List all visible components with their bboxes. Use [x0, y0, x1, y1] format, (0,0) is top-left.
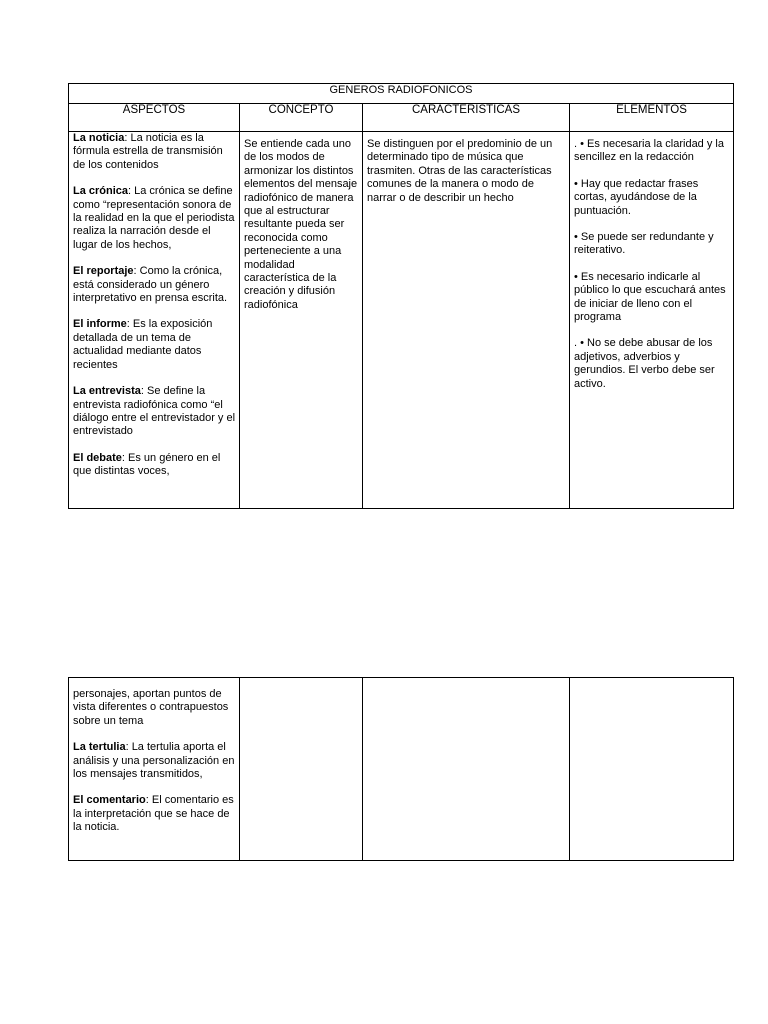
concepto-cell	[240, 132, 363, 509]
aspecto-tertulia	[73, 741, 236, 781]
elemento-item: • Hay que redactar frases cortas, ayudándose de la puntuación.	[574, 177, 699, 217]
header-concepto: CONCEPTO	[240, 104, 363, 132]
aspecto-entrevista	[73, 385, 236, 439]
aspecto-reportaje	[73, 265, 236, 305]
caracteristicas-cell	[363, 132, 570, 509]
elemento-item: . • Es necesaria la claridad y la sencillez en la redacción	[574, 138, 724, 164]
aspecto-comentario	[73, 794, 236, 834]
elementos-cell-continued	[570, 678, 734, 861]
header-caracteristicas: CARACTERISTICAS	[363, 104, 570, 132]
elementos-cell	[570, 132, 734, 509]
aspecto-text: : La noticia es la fórmula estrella de transmisión de los contenidos	[73, 132, 223, 171]
header-aspectos: ASPECTOS	[69, 104, 240, 132]
aspectos-cell-continued	[69, 678, 240, 861]
header-elementos: ELEMENTOS	[570, 104, 734, 132]
concepto-text: Se entiende cada uno de los modos de armonizar los distintos elementos del mensaje radiofónico de manera que al estructurar resultante pueda ser reconocida como perteneciente a una modalidad característica de la creación y difusión radiofónica	[244, 138, 358, 311]
elemento-item: • Se puede ser redundante y reiterativo.	[574, 231, 714, 257]
aspecto-text: : La tertulia aporta el análisis y una personalización en los mensajes transmitidos,	[73, 741, 235, 781]
aspecto-text: : Es un género en el que distintas voces,	[73, 451, 221, 478]
aspecto-term: La tertulia	[73, 741, 126, 754]
aspecto-text: : Es la exposición detallada de un tema de actualidad mediante datos recientes	[73, 318, 213, 371]
aspecto-text: : Se define la entrevista radiofónica como “el diálogo entre el entrevistador y el entrevistado	[73, 385, 236, 438]
genres-table	[68, 83, 734, 509]
aspecto-debate	[73, 452, 236, 479]
aspectos-cell	[69, 132, 240, 509]
aspecto-text: : Como la crónica, está considerado un género interpretativo en prensa escrita.	[73, 265, 228, 305]
elemento-item: • Es necesario indicarle al público lo que escuchará antes de iniciar de lleno con el programa	[574, 270, 726, 324]
aspecto-term: El comentario	[73, 794, 146, 807]
aspecto-term: El informe	[73, 318, 127, 331]
genres-table-continued	[68, 677, 734, 861]
table-title: GENEROS RADIOFONICOS	[69, 84, 734, 104]
caracteristicas-cell-continued	[363, 678, 570, 861]
aspecto-noticia	[73, 132, 236, 172]
aspecto-cronica	[73, 185, 236, 252]
elemento-item: . • No se debe abusar de los adjetivos, adverbios y gerundios. El verbo debe ser activo.	[574, 337, 715, 390]
aspecto-term: La noticia	[73, 132, 125, 144]
aspecto-text: : La crónica se define como “representación sonora de la realidad en la que el periodista realiza la narración desde el lugar de los hechos,	[73, 185, 235, 251]
aspecto-term: El debate	[73, 451, 122, 464]
caracteristicas-text: Se distinguen por el predominio de un determinado tipo de música que trasmiten. Otras de las características comunes de la manera o modo de narrar o de describir un hecho	[367, 138, 553, 204]
aspecto-informe	[73, 318, 236, 372]
aspecto-debate-continued: personajes, aportan puntos de vista diferentes o contrapuestos sobre un tema	[73, 688, 229, 727]
aspecto-text: : El comentario es la interpretación que se hace de la noticia.	[73, 794, 234, 834]
concepto-cell-continued	[240, 678, 363, 861]
aspecto-term: La entrevista	[73, 385, 141, 398]
aspecto-term: El reportaje	[73, 265, 134, 278]
aspecto-term: La crónica	[73, 185, 129, 198]
